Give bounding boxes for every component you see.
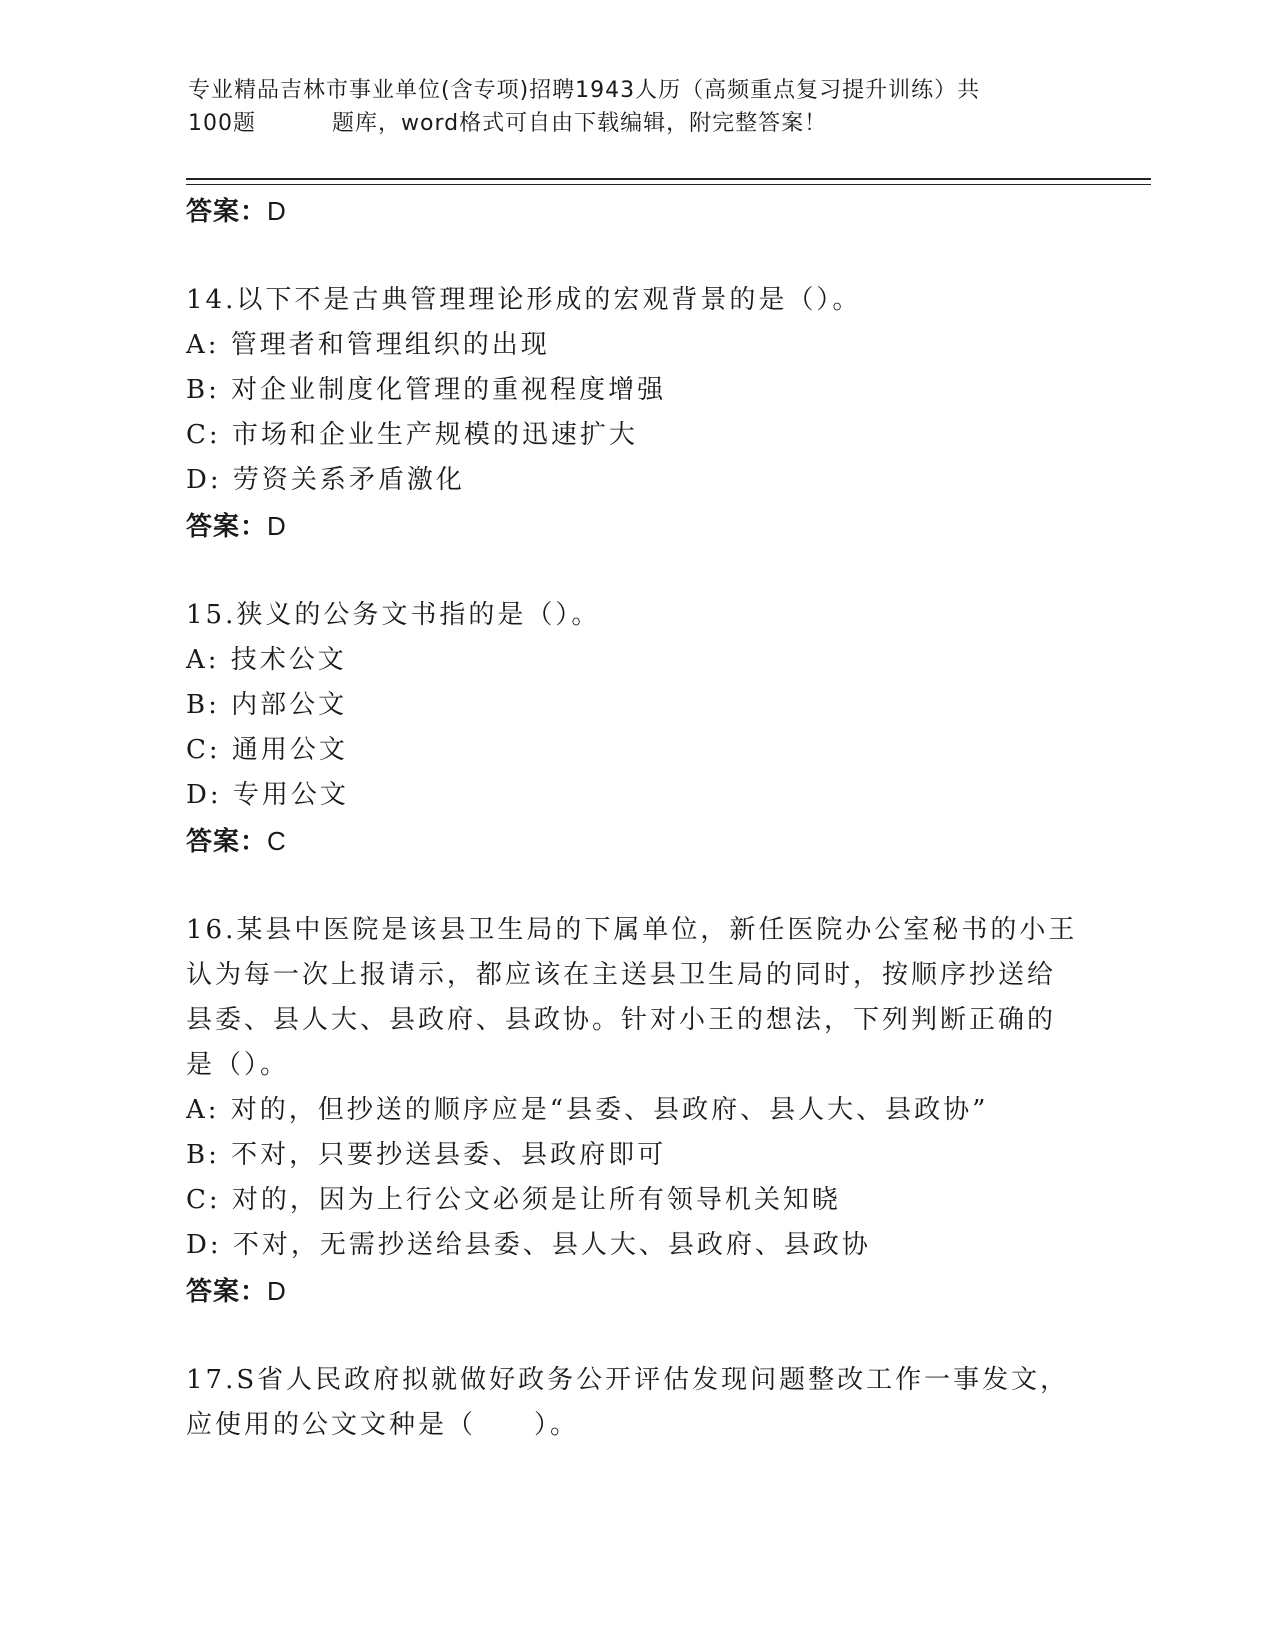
question-text-line: 17.S省人民政府拟就做好政务公开评估发现问题整改工作一事发文，	[186, 1365, 1070, 1395]
option-c: C: 对的，因为上行公文必须是让所有领导机关知晓	[186, 1185, 841, 1215]
header-line-2	[188, 107, 1148, 140]
option-d: D: 专用公文	[186, 780, 349, 810]
header-line-1: 专业精品吉林市事业单位(含专项)招聘1943人历（高频重点复习提升训练）共	[188, 78, 981, 103]
question-14	[186, 278, 1146, 549]
header-line-2-left: 100题	[188, 111, 256, 136]
header-divider	[186, 178, 1151, 185]
answer-label: 答案：	[186, 827, 268, 857]
answer-label: 答案：	[186, 512, 268, 542]
question-16	[186, 908, 1146, 1314]
answer-value: D	[267, 511, 287, 541]
option-b: B: 内部公文	[186, 690, 348, 720]
answer-line	[186, 188, 1146, 234]
question-text: 15.狭义的公务文书指的是（）。	[186, 600, 601, 630]
question-text-line: 16.某县中医院是该县卫生局的下属单位，新任医院办公室秘书的小王	[186, 915, 1078, 945]
question-15	[186, 593, 1146, 864]
document-body	[186, 188, 1146, 1448]
answer-line	[186, 818, 1146, 864]
question-text-line: 应使用的公文文种是（ ）。	[186, 1410, 580, 1440]
option-d: D: 劳资关系矛盾激化	[186, 465, 465, 495]
answer-label: 答案：	[186, 197, 268, 227]
spacer	[186, 1314, 1146, 1358]
option-c: C: 通用公文	[186, 735, 348, 765]
question-text: 14.以下不是古典管理理论形成的宏观背景的是（）。	[186, 285, 862, 315]
spacer	[186, 549, 1146, 593]
option-c: C: 市场和企业生产规模的迅速扩大	[186, 420, 638, 450]
answer-value: D	[267, 196, 287, 226]
option-a: A: 管理者和管理组织的出现	[186, 330, 550, 360]
question-text-line: 认为每一次上报请示，都应该在主送县卫生局的同时，按顺序抄送给	[186, 960, 1057, 990]
option-a: A: 技术公文	[186, 645, 347, 675]
spacer	[186, 234, 1146, 278]
header-line-2-right: 题库，word格式可自由下载编辑，附完整答案！	[332, 111, 828, 136]
option-b: B: 不对，只要抄送县委、县政府即可	[186, 1140, 667, 1170]
question-text-line: 县委、县人大、县政府、县政协。针对小王的想法，下列判断正确的	[186, 1005, 1057, 1035]
option-d: D: 不对，无需抄送给县委、县人大、县政府、县政协	[186, 1230, 871, 1260]
option-b: B: 对企业制度化管理的重视程度增强	[186, 375, 667, 405]
question-17	[186, 1358, 1146, 1448]
answer-line	[186, 503, 1146, 549]
page-header	[188, 74, 1148, 140]
question-text-line: 是（）。	[186, 1050, 290, 1080]
answer-value: D	[267, 1276, 287, 1306]
answer-value: C	[267, 826, 287, 856]
option-a: A: 对的，但抄送的顺序应是“县委、县政府、县人大、县政协”	[186, 1095, 989, 1125]
header-gap	[256, 107, 332, 140]
answer-label: 答案：	[186, 1277, 268, 1307]
answer-line	[186, 1268, 1146, 1314]
spacer	[186, 864, 1146, 908]
